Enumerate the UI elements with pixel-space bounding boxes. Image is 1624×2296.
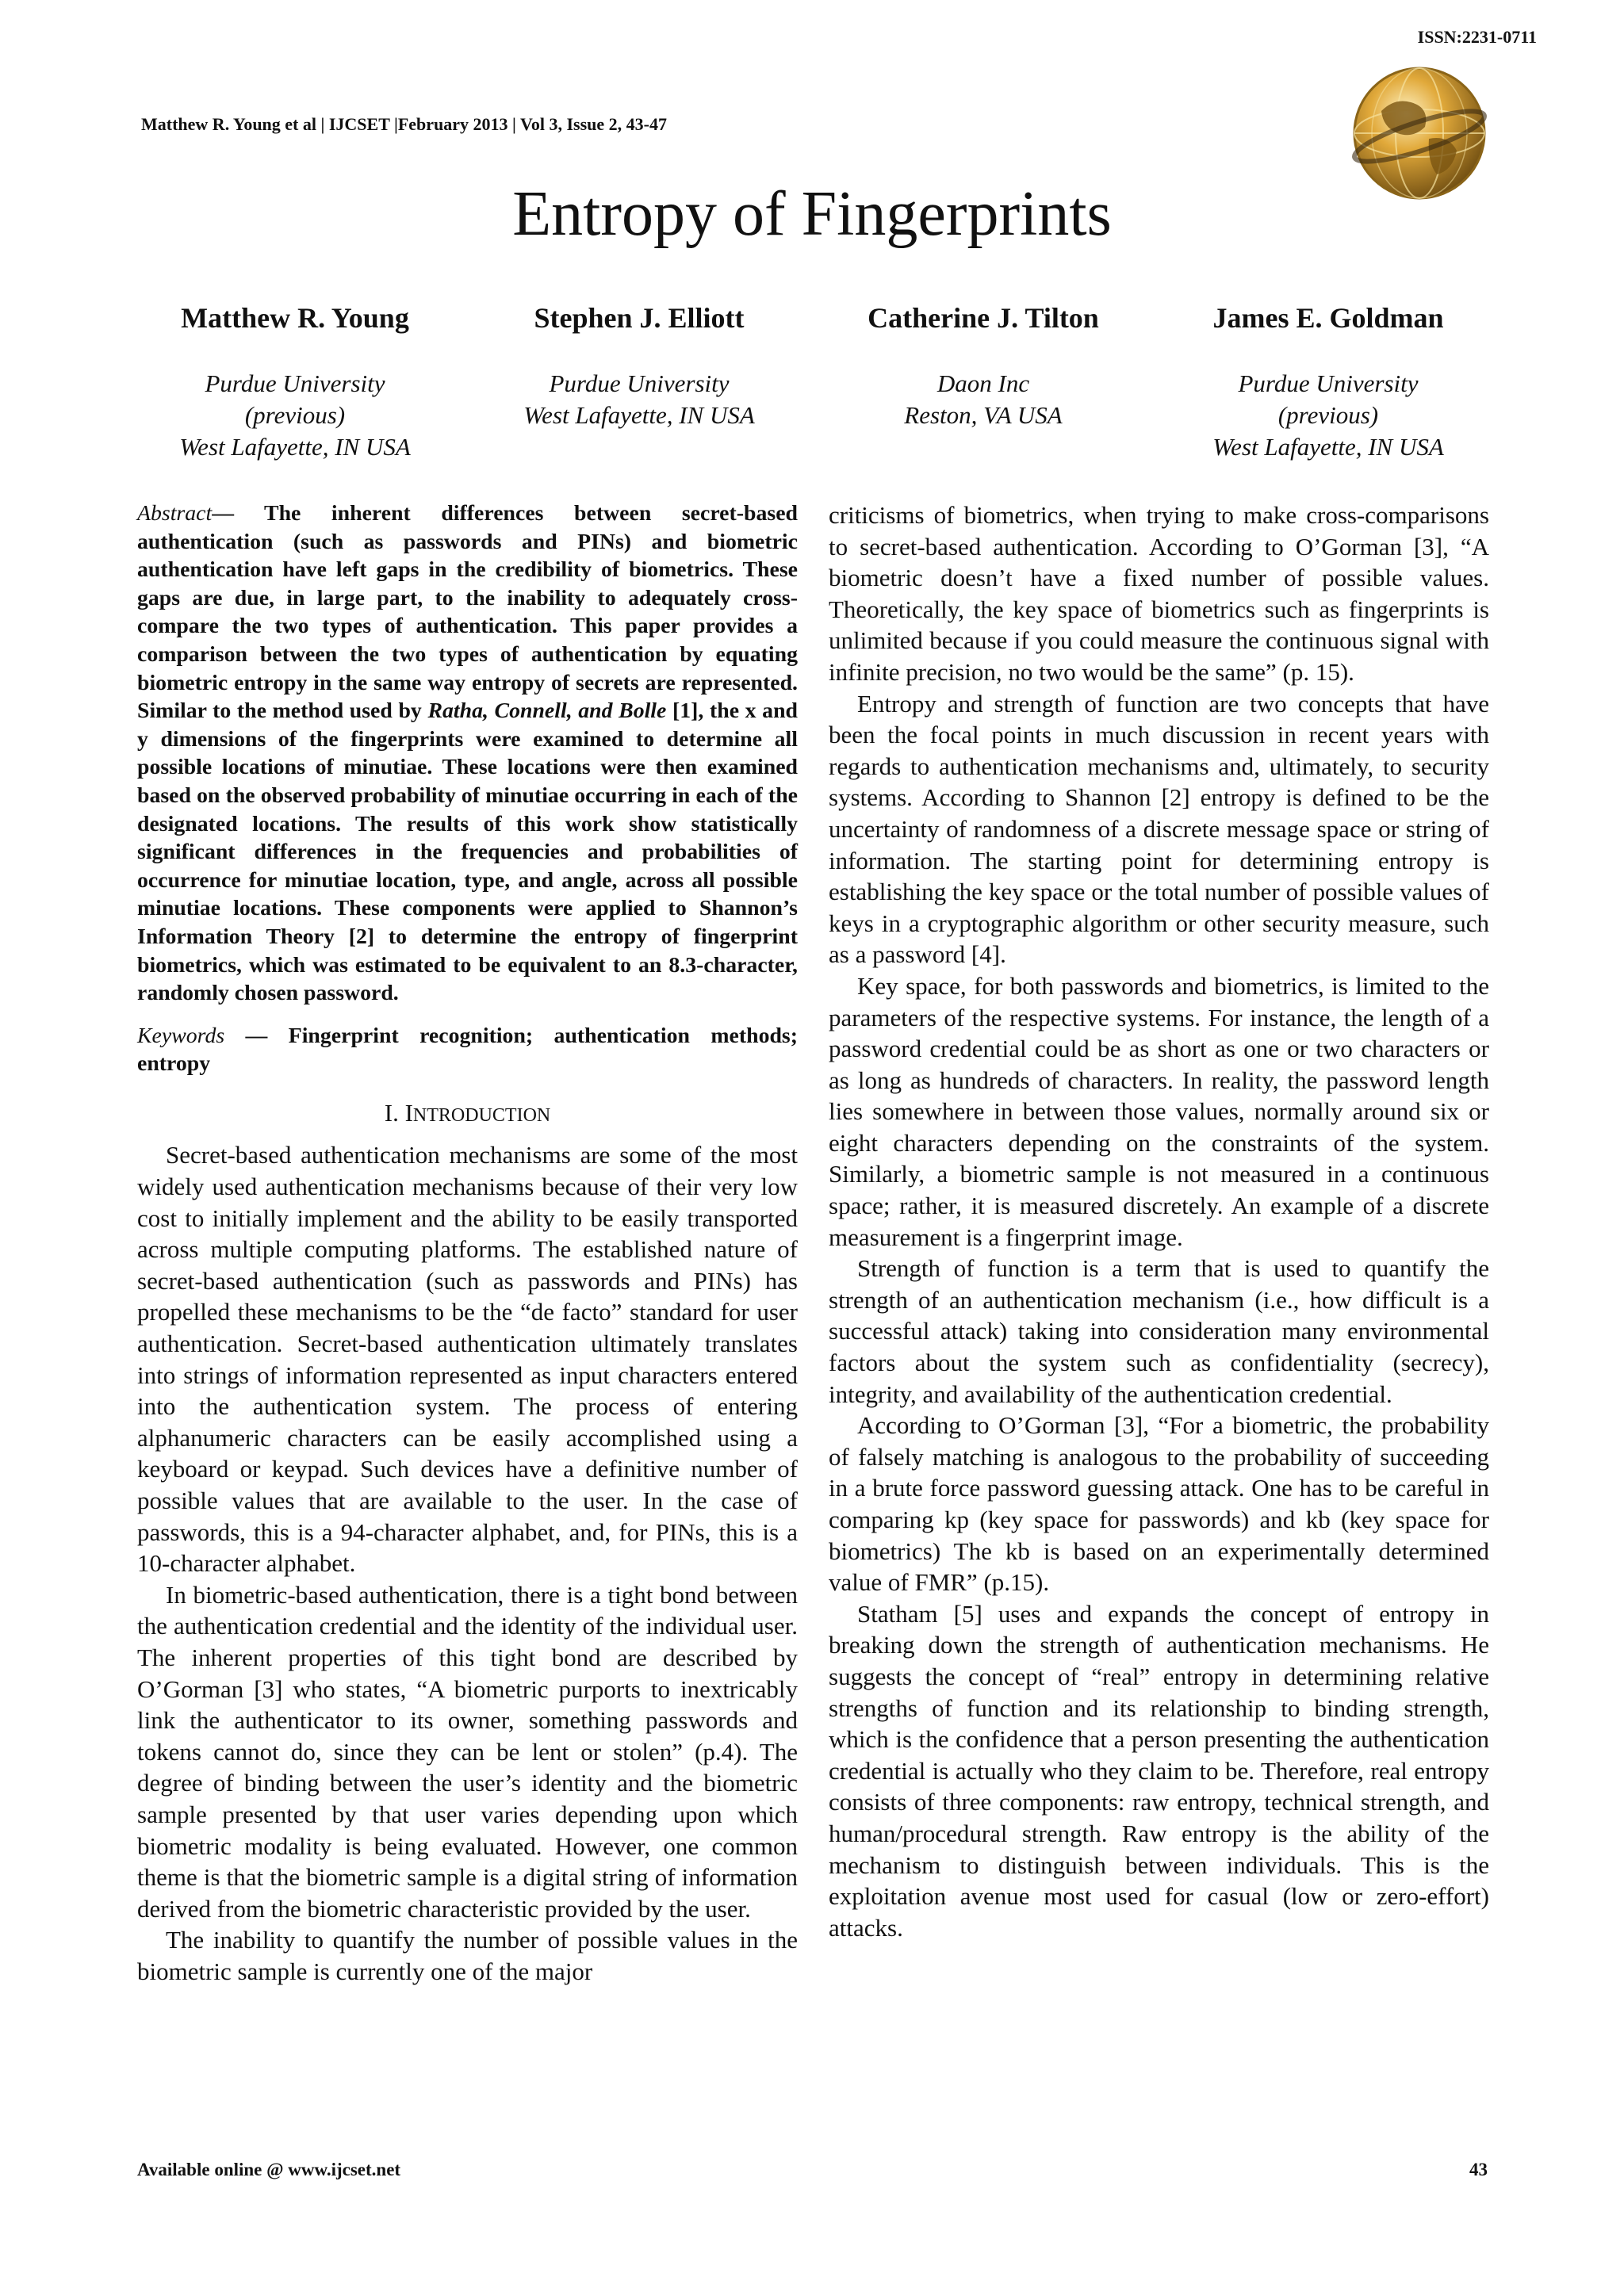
section-number: I. [384,1098,405,1127]
affiliation-line: West Lafayette, IN USA [523,401,755,429]
paragraph: Statham [5] uses and expands the concept of entropy in breaking down the strength of authentication mechanisms. He suggests the concept of “real” entropy in determining relative strengths of function and its relationship to binding strength, which is the confidence that a person presenting the authentication credential is actually who they claim to be. Therefore, real entropy consists of three components: raw entropy, technical strength, and human/procedural strength. Raw entropy is the ability of the mechanism to distinguish between individuals. This is the exploitation avenue most used for casual (low or zero-effort) attacks. [829,1599,1489,1942]
author-block [481,301,798,431]
issn-label: ISSN:2231-0711 [1417,27,1537,47]
author-block [825,301,1142,431]
keywords-dash: — [224,1023,289,1048]
paragraph: Entropy and strength of function are two concepts that have been the focal points in much discussion in recent years with regards to authentication mechanisms and, ultimately, to security systems. According to Shannon [2] entropy is defined to be the uncertainty of randomness of a discrete message space or string of information. The starting point for determining entropy is establishing the key space or the total number of possible values of keys in a cryptographic algorithm or other security measure, such as a password [4]. [829,689,1489,969]
keywords-label: Keywords [137,1023,225,1048]
paragraph: The inability to quantify the number of possible values in the biometric sample is currently one of the major [137,1926,798,1985]
right-column [829,499,1489,1943]
author-affiliation [481,368,798,431]
affiliation-line: Purdue University [549,369,730,397]
left-column [137,499,798,1988]
paragraph: criticisms of biometrics, when trying to make cross-comparisons to secret-based authentication. According to O’Gorman [3], “A biometric doesn’t have a fixed number of possible values. Theoretically, the key space of biometrics such as fingerprints is unlimited because if you could measure the continuous signal with infinite precision, no two would be the same” (p. 15). [829,501,1489,686]
affiliation-line: (previous) [1277,401,1379,429]
page-number: 43 [1469,2160,1488,2179]
author-block [1170,301,1487,463]
paragraph: Key space, for both passwords and biometrics, is limited to the parameters of the respective systems. For instance, the length of a password credential could be as short as one or two characters or as long as hundreds of characters. In reality, the password length lies somewhere in between those values, normally around six or eight characters depending on the constraints of the system. Similarly, a biometric sample is not measured in a continuous space; rather, it is measured discretely. An example of a discrete measurement is a fingerprint image. [829,971,1489,1251]
affiliation-line: West Lafayette, IN USA [1212,433,1444,461]
author-affiliation [136,368,454,463]
abstract-label: Abstract [137,501,213,526]
paragraph: According to O’Gorman [3], “For a biometric, the probability of falsely matching is analogous to the probability of succeeding in a brute force password guessing attack. One has to be careful in comparing kp (key space for passwords) and kb (key space for biometrics) The kb is based on an experimentally determined value of FMR” (p.15). [829,1411,1489,1597]
paragraph: Secret-based authentication mechanisms are some of the most widely used authentication mechanisms because of their very low cost to initially implement and the ability to be easily transported across multiple computing platforms. The established nature of secret-based authentication (such as passwords and PINs) has propelled these mechanisms to be the “de facto” standard for user authentication. Secret-based authentication ultimately translates into strings of information represented as input characters entered into the authentication system. The process of entering alphanumeric characters can be easily accomplished using a keyboard or keypad. Such devices have a definitive number of possible values that are available to the user. In the case of passwords, this is a 94-character alphabet, and, for PINs, this is a 10-character alphabet. [137,1141,798,1578]
affiliation-line: Purdue University [1238,369,1419,397]
footer-website: Available online @ www.ijcset.net [137,2160,401,2179]
section-title-rest: NTRODUCTION [412,1104,551,1126]
paragraph: In biometric-based authentication, there is a tight bond between the authentication credential and the identity of the individual user. The inherent properties of this tight bond are described by O’Gorman [3] who states, “A biometric purports to inextricably link the authenticator to its owner, something passwords and tokens cannot do, since they can be lent or stolen” (p.4). The degree of binding between the user’s identity and the biometric sample presented by that user varies depending upon which biometric modality is being evaluated. However, one common theme is that the biometric sample is a digital string of information derived from the biometric characteristic provided by the user. [137,1580,798,1923]
affiliation-line: Reston, VA USA [904,401,1063,429]
abstract-dash: — [212,501,265,526]
author-affiliation [825,368,1142,431]
author-name: Catherine J. Tilton [868,302,1099,334]
author-affiliation [1170,368,1487,463]
keywords-text: Fingerprint recognition; authentication methods; entropy [137,1023,799,1077]
running-head: Matthew R. Young et al | IJCSET |February 2013 | Vol 3, Issue 2, 43-47 [141,114,667,134]
paper-title: Entropy of Fingerprints [512,179,1112,249]
affiliation-line: Purdue University [205,369,385,397]
abstract [137,499,798,1008]
author-name: Stephen J. Elliott [534,302,745,334]
section-initial: I [404,1098,413,1127]
affiliation-line: (previous) [244,401,346,429]
affiliation-line: West Lafayette, IN USA [179,433,411,461]
abstract-ref-authors: Ratha, Connell, and Bolle [427,698,667,724]
abstract-text: The inherent differences between secret-based authentication (such as passwords and PINs) and biometric authentication have left gaps in the credibility of biometrics. These gaps are due, in large part, to the inability to adequately cross-compare the two types of authentication. This paper provides a comparison between the two types of authentication by equating biometric entropy in the same way entropy of secrets are represented. Similar to the method used by [137,501,798,724]
affiliation-line: Daon Inc [936,369,1030,397]
author-block [136,301,454,463]
abstract-text-end: [1], the x and y dimensions of the fingerprints were examined to determine all possible locations of minutiae. These locations were then examined based on the observed probability of minutiae occurring in each of the designated locations. The results of this work show statistically significant differences in the frequencies and probabilities of occurrence for minutiae location, type, and angle, across all possible minutiae locations. These components were applied to Shannon’s Information Theory [2] to determine the entropy of fingerprint biometrics, which was estimated to be equivalent to an 8.3-character, randomly chosen password. [137,698,798,1006]
section-heading [137,1097,798,1132]
paragraph: Strength of function is a term that is used to quantify the strength of an authentication mechanism (i.e., how difficult is a successful attack) taking into consideration many environmental factors about the system such as confidentiality (secrecy), integrity, and availability of the authentication credential. [829,1254,1489,1408]
author-name: James E. Goldman [1212,302,1444,334]
keywords [137,1022,798,1078]
author-name: Matthew R. Young [181,302,409,334]
